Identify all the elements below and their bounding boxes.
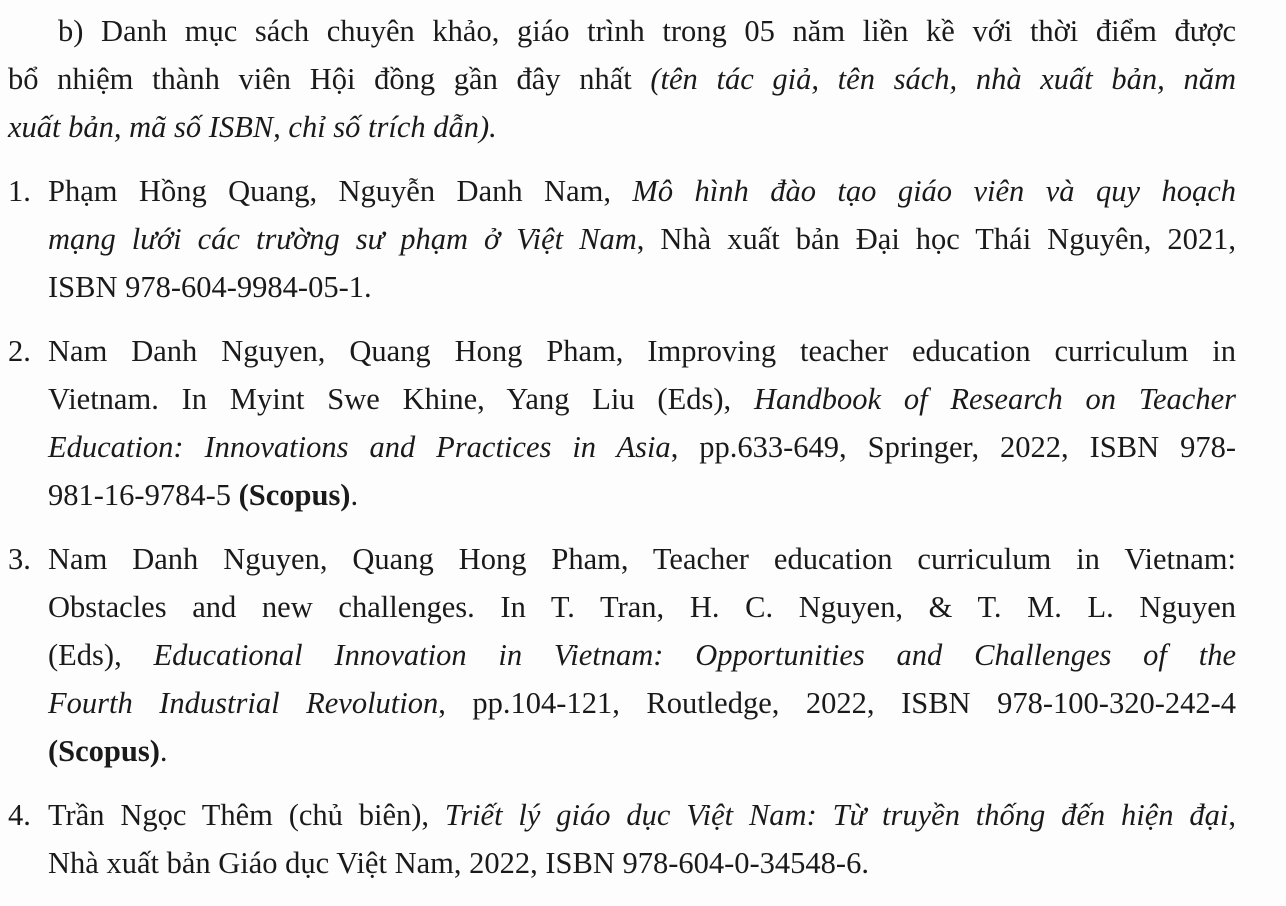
reference-title: Educational Innovation in Vietnam: Opportunities and Challenges of the bbox=[153, 638, 1236, 672]
reference-3-line-5 bbox=[48, 728, 167, 776]
reference-title: Mô hình đào tạo giáo viên và quy hoạch bbox=[632, 174, 1236, 208]
intro-line-3 bbox=[8, 104, 497, 152]
reference-number: 1. bbox=[8, 174, 31, 208]
reference-3-line-2 bbox=[48, 584, 1236, 632]
reference-authors: Trần Ngọc Thêm (chủ biên), bbox=[48, 798, 445, 832]
reference-publisher: , Nhà xuất bản Đại học Thái Nguyên, 2021, bbox=[636, 222, 1236, 256]
intro-line-2 bbox=[8, 56, 1236, 104]
reference-authors: Phạm Hồng Quang, Nguyễn Danh Nam, bbox=[48, 174, 633, 208]
reference-authors: Nam Danh Nguyen, Quang Hong Pham, Improving teacher education curriculum in bbox=[48, 334, 1236, 368]
reference-end: . bbox=[159, 734, 168, 768]
reference-end: , bbox=[1228, 798, 1236, 832]
reference-editors: Vietnam. In Myint Swe Khine, Yang Liu (Eds), bbox=[48, 382, 754, 416]
reference-index-badge: (Scopus) bbox=[48, 734, 160, 768]
reference-title: Handbook of Research on Teacher bbox=[753, 382, 1237, 416]
reference-title: Triết lý giáo dục Việt Nam: Từ truyền thống đến hiện đại bbox=[444, 798, 1229, 832]
reference-2-line-3 bbox=[48, 424, 1236, 472]
reference-eds: (Eds), bbox=[48, 638, 154, 672]
reference-publisher: , pp.104-121, Routledge, 2022, ISBN 978-100-320-242-4 bbox=[438, 686, 1237, 720]
reference-2-line-1 bbox=[48, 328, 1236, 376]
reference-1-line-1 bbox=[48, 168, 1236, 216]
intro-text-3-italic: xuất bản, mã số ISBN, chỉ số trích dẫn). bbox=[8, 110, 497, 144]
reference-1-line-3 bbox=[48, 264, 372, 312]
intro-line-1 bbox=[58, 8, 1236, 56]
reference-4-line-1 bbox=[48, 792, 1236, 840]
reference-end: . bbox=[350, 478, 359, 512]
reference-number: 4. bbox=[8, 798, 31, 832]
reference-number: 2. bbox=[8, 334, 31, 368]
reference-isbn: ISBN 978-604-9984-05-1. bbox=[48, 270, 372, 304]
reference-title: mạng lưới các trường sư phạm ở Việt Nam bbox=[48, 222, 637, 256]
reference-4-line-2 bbox=[48, 840, 869, 888]
reference-title: Education: Innovations and Practices in Asia bbox=[48, 430, 671, 464]
reference-3-line-3 bbox=[48, 632, 1236, 680]
reference-authors: Nam Danh Nguyen, Quang Hong Pham, Teacher education curriculum in Vietnam: bbox=[48, 542, 1236, 576]
reference-1-line-2 bbox=[48, 216, 1236, 264]
reference-number: 3. bbox=[8, 542, 31, 576]
reference-publisher: , pp.633-649, Springer, 2022, ISBN 978- bbox=[670, 430, 1236, 464]
reference-2-line-2 bbox=[48, 376, 1236, 424]
intro-text-2: bổ nhiệm thành viên Hội đồng gần đây nhất bbox=[8, 62, 651, 96]
reference-index-badge: (Scopus) bbox=[238, 478, 351, 512]
reference-3-line-1 bbox=[48, 536, 1236, 584]
reference-2-line-4 bbox=[48, 472, 358, 520]
intro-text-1: b) Danh mục sách chuyên khảo, giáo trình trong 05 năm liền kề với thời điểm được bbox=[58, 14, 1236, 48]
reference-title: Fourth Industrial Revolution bbox=[48, 686, 439, 720]
reference-3-line-4 bbox=[48, 680, 1236, 728]
intro-text-2-italic: (tên tác giả, tên sách, nhà xuất bản, năm bbox=[650, 62, 1236, 96]
reference-publisher: Nhà xuất bản Giáo dục Việt Nam, 2022, ISBN 978-604-0-34548-6. bbox=[48, 846, 869, 880]
reference-isbn: 981-16-9784-5 bbox=[48, 478, 239, 512]
reference-editors: Obstacles and new challenges. In T. Tran, H. C. Nguyen, & T. M. L. Nguyen bbox=[48, 590, 1236, 624]
